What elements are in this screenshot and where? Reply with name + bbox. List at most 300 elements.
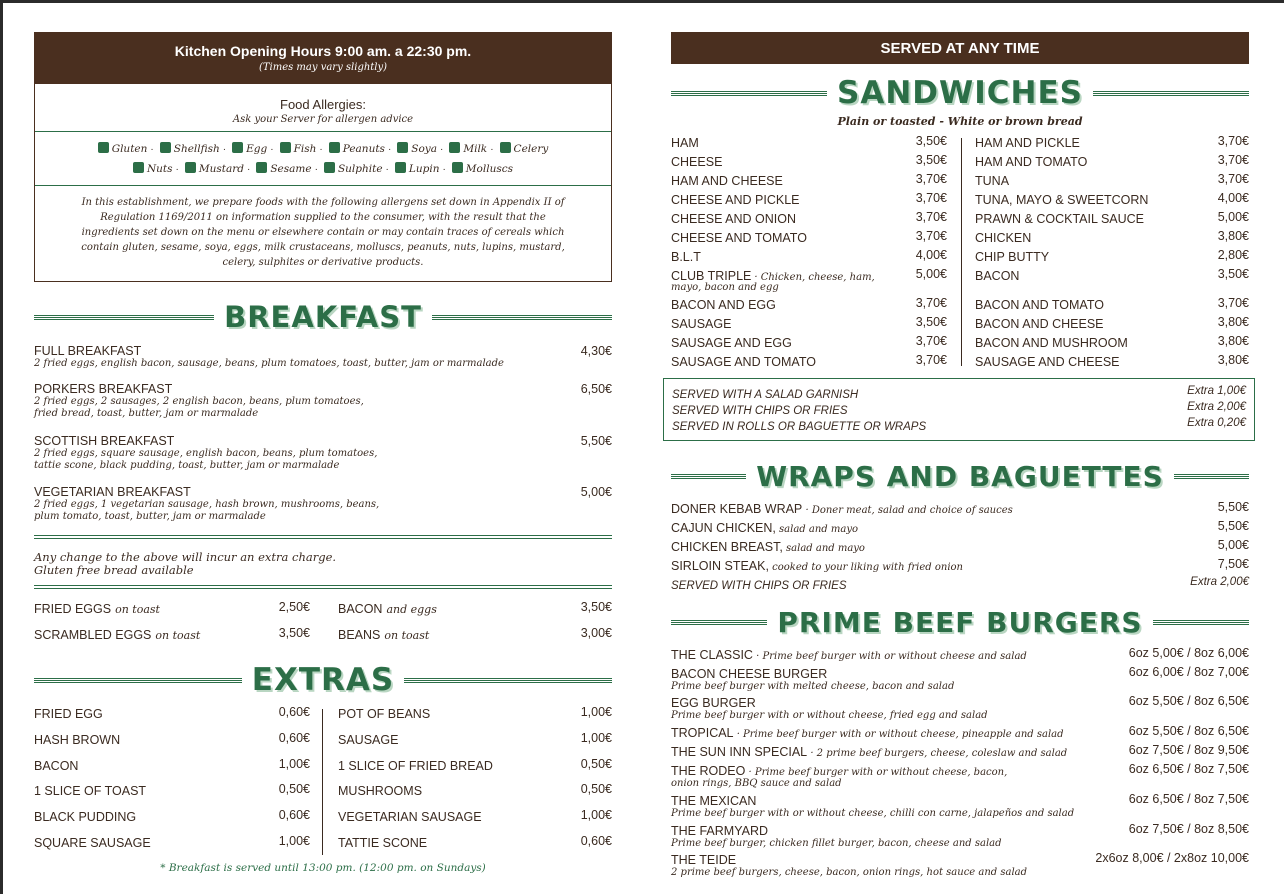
sandwich-item bbox=[671, 353, 947, 371]
extra-item-price: 1,00€ bbox=[278, 834, 310, 848]
extra-item bbox=[34, 731, 310, 749]
burger-item-price: 2x6oz 8,00€ / 2x8oz 10,00€ bbox=[1095, 851, 1249, 865]
sandwich-item-name: CHICKEN bbox=[975, 231, 1032, 245]
burger-item-name: EGG BURGER bbox=[671, 696, 756, 710]
heading-rule bbox=[404, 678, 612, 683]
change-note: Any change to the above will incur an extra charge. bbox=[34, 550, 337, 564]
sandwich-item-name: CHEESE AND PICKLE bbox=[671, 193, 800, 207]
sandwich-item-name: BACON AND EGG bbox=[671, 298, 776, 312]
allergen-label: Molluscs bbox=[465, 163, 514, 175]
burger-item bbox=[671, 724, 1249, 742]
egg-item-name: SCRAMBLED EGGS bbox=[34, 628, 152, 642]
sandwich-item-price: 3,70€ bbox=[915, 172, 947, 186]
sandwich-item bbox=[975, 210, 1249, 228]
wrap-extra-name: SERVED WITH CHIPS OR FRIES bbox=[671, 580, 847, 592]
sandwich-item-name: CLUB TRIPLE bbox=[671, 269, 752, 283]
sandwich-item bbox=[975, 248, 1249, 266]
allergen-separator: · bbox=[222, 144, 227, 155]
nut-icon bbox=[133, 162, 144, 173]
burger-item bbox=[671, 762, 1249, 789]
burger-item bbox=[671, 646, 1249, 664]
burger-item-desc-2: Prime beef burger with or without cheese, fried egg and salad bbox=[671, 710, 988, 721]
sandwich-item-price: 3,50€ bbox=[1217, 267, 1249, 281]
mollusc-icon bbox=[452, 162, 463, 173]
sandwich-item-name: B.L.T bbox=[671, 250, 701, 264]
sandwich-item-price: 5,00€ bbox=[915, 267, 947, 281]
celery-icon bbox=[500, 142, 511, 153]
sandwich-item-price: 3,70€ bbox=[915, 210, 947, 224]
sandwich-extra-price: Extra 1,00€ bbox=[1187, 385, 1246, 397]
left-border bbox=[0, 0, 3, 894]
sandwich-extra-price: Extra 2,00€ bbox=[1187, 401, 1246, 413]
allergen-label: Fish bbox=[293, 143, 317, 155]
sandwich-extra-name: SERVED WITH A SALAD GARNISH bbox=[672, 389, 859, 401]
wrap-item-desc: salad and mayo bbox=[775, 524, 858, 535]
wraps-heading bbox=[671, 458, 1249, 494]
allergen-item bbox=[324, 159, 389, 179]
wheat-icon bbox=[98, 142, 109, 153]
sandwiches-title: SANDWICHES bbox=[837, 75, 1083, 111]
sandwich-item bbox=[671, 134, 947, 152]
sandwich-item-name: CHEESE AND TOMATO bbox=[671, 231, 807, 245]
wrap-item-name: SIRLOIN STEAK, bbox=[671, 559, 769, 573]
extra-item bbox=[338, 808, 612, 826]
egg-item bbox=[34, 600, 310, 618]
sandwich-item-desc: · Chicken, cheese, ham, bbox=[754, 272, 875, 283]
sandwich-extra-row bbox=[672, 417, 1246, 433]
sandwich-item-price: 2,80€ bbox=[1217, 248, 1249, 262]
sandwich-item bbox=[671, 172, 947, 190]
sandwich-item bbox=[671, 153, 947, 171]
sandwich-item-name: BACON AND CHEESE bbox=[975, 317, 1104, 331]
breakfast-item-desc: 2 fried eggs, 1 vegetarian sausage, hash brown, mushrooms, beans, plum tomato, toast, butter, jam or marmalade bbox=[34, 499, 380, 522]
sandwich-item-price: 3,80€ bbox=[1217, 229, 1249, 243]
wrap-item bbox=[671, 519, 1249, 537]
extra-item bbox=[338, 782, 612, 800]
sandwich-item-name: SAUSAGE bbox=[671, 317, 732, 331]
burger-item bbox=[671, 743, 1249, 761]
sandwiches-grid bbox=[671, 134, 1249, 370]
sandwich-item-name: SAUSAGE AND CHEESE bbox=[975, 355, 1120, 369]
sandwich-item-name: CHEESE AND ONION bbox=[671, 212, 797, 226]
allergen-label: Nuts bbox=[146, 163, 173, 175]
burger-item-desc: · 2 prime beef burgers, cheese, coleslaw and salad bbox=[807, 748, 1068, 759]
burger-item-price: 6oz 5,50€ / 8oz 6,50€ bbox=[1128, 694, 1249, 708]
extra-item-price: 0,60€ bbox=[278, 705, 310, 719]
burger-item-desc-2: onion rings, BBQ sauce and salad bbox=[671, 778, 842, 789]
breakfast-item-name: PORKERS BREAKFAST bbox=[34, 382, 173, 396]
burger-item-desc-2: 2 prime beef burgers, cheese, bacon, onion rings, hot sauce and salad bbox=[671, 867, 1028, 878]
breakfast-item-price: 4,30€ bbox=[580, 344, 612, 358]
soya-icon bbox=[397, 142, 408, 153]
sandwich-extra-name: SERVED WITH CHIPS OR FRIES bbox=[672, 405, 848, 417]
extra-item-price: 1,00€ bbox=[580, 705, 612, 719]
allergen-separator: · bbox=[247, 164, 251, 175]
breakfast-item bbox=[34, 344, 612, 370]
allergen-label: Lupin bbox=[408, 163, 440, 175]
mustard-icon bbox=[185, 162, 196, 173]
allergen-item bbox=[452, 159, 513, 178]
sandwich-item-price: 3,80€ bbox=[1217, 353, 1249, 367]
allergen-label: Shellfish bbox=[173, 143, 220, 155]
extra-item-price: 0,60€ bbox=[278, 730, 310, 745]
extra-item-price: 0,60€ bbox=[278, 808, 310, 823]
sandwich-item-price: 3,50€ bbox=[915, 315, 947, 329]
sandwich-item-desc-2: mayo, bacon and egg bbox=[671, 282, 779, 293]
burger-item-name: THE FARMYARD bbox=[671, 824, 768, 838]
egg-item bbox=[338, 626, 612, 644]
sandwich-item bbox=[671, 229, 947, 247]
wrap-item bbox=[671, 538, 1249, 556]
sandwich-item bbox=[975, 353, 1249, 371]
burger-item-price: 6oz 5,00€ / 8oz 6,00€ bbox=[1128, 646, 1249, 660]
extra-item bbox=[338, 705, 612, 723]
allergen-separator: · bbox=[319, 144, 323, 155]
sandwich-item-name: TUNA bbox=[975, 174, 1010, 188]
breakfast-item-name: VEGETARIAN BREAKFAST bbox=[34, 485, 191, 499]
heading-rule bbox=[1153, 620, 1249, 625]
allergen-item bbox=[329, 139, 392, 159]
breakfast-item-price: 5,50€ bbox=[580, 434, 612, 448]
extra-item-price: 1,00€ bbox=[580, 808, 612, 823]
allergen-label: Gluten bbox=[111, 143, 148, 155]
extras-divider bbox=[322, 709, 323, 855]
breakfast-footnote: * Breakfast is served until 13:00 pm. (12:00 pm. on Sundays) bbox=[160, 862, 486, 874]
breakfast-item-text bbox=[34, 344, 554, 370]
sulphite-icon bbox=[324, 162, 335, 173]
extra-item-price: 1,00€ bbox=[278, 756, 310, 771]
egg-item-price: 2,50€ bbox=[278, 600, 310, 614]
peanut-icon bbox=[329, 142, 340, 153]
extra-item-price: 0,50€ bbox=[278, 782, 310, 797]
sandwich-item bbox=[975, 172, 1249, 190]
breakfast-heading bbox=[34, 300, 612, 334]
burger-item-name: THE CLASSIC bbox=[671, 648, 753, 662]
sandwich-item-name: BACON AND MUSHROOM bbox=[975, 336, 1128, 350]
sandwich-item bbox=[975, 334, 1249, 352]
heading-rule bbox=[432, 315, 612, 320]
wrap-item-desc: salad and mayo bbox=[782, 543, 865, 554]
allergen-item bbox=[280, 139, 323, 159]
breakfast-item-text bbox=[34, 434, 554, 472]
allergen-item bbox=[395, 159, 446, 179]
allergen-icons bbox=[35, 131, 611, 186]
heading-rule bbox=[34, 315, 214, 320]
allergen-label: Celery bbox=[513, 143, 549, 155]
egg-icon bbox=[232, 142, 243, 153]
burger-item-price: 6oz 7,50€ / 8oz 8,50€ bbox=[1128, 822, 1249, 836]
sandwich-item-price: 3,70€ bbox=[1217, 296, 1249, 310]
allergen-separator: · bbox=[387, 144, 392, 155]
sandwich-item-name: CHIP BUTTY bbox=[975, 250, 1050, 264]
burger-item-price: 6oz 6,50€ / 8oz 7,50€ bbox=[1128, 792, 1249, 806]
burger-item-price: 6oz 7,50€ / 8oz 9,50€ bbox=[1128, 743, 1249, 757]
extra-item-price: 1,00€ bbox=[580, 730, 612, 745]
burger-item bbox=[671, 665, 1249, 692]
sandwich-item-name: HAM AND CHEESE bbox=[671, 174, 783, 188]
sandwich-item-name: HAM AND TOMATO bbox=[975, 155, 1088, 169]
extra-item bbox=[338, 731, 612, 749]
wrap-item-price: 5,00€ bbox=[1217, 538, 1249, 552]
breakfast-item bbox=[34, 485, 612, 523]
sandwich-item bbox=[671, 191, 947, 209]
breakfast-rule bbox=[34, 535, 612, 539]
allergen-separator: · bbox=[150, 144, 154, 155]
burger-item-price: 6oz 5,50€ / 8oz 6,50€ bbox=[1128, 724, 1249, 738]
sandwiches-divider bbox=[961, 138, 962, 366]
extra-item-name: BLACK PUDDING bbox=[34, 810, 137, 825]
allergen-separator: · bbox=[442, 164, 446, 175]
allergies-box bbox=[34, 84, 612, 282]
wraps-title: WRAPS AND BAGUETTES bbox=[756, 459, 1164, 493]
allergen-label: Peanuts bbox=[342, 143, 385, 155]
sandwich-extra-row bbox=[672, 401, 1246, 417]
sandwich-item bbox=[975, 134, 1249, 152]
heading-rule bbox=[671, 91, 827, 96]
sandwich-item-price: 3,70€ bbox=[1217, 172, 1249, 186]
allergen-separator: · bbox=[490, 144, 494, 155]
sandwiches-subtitle: Plain or toasted - White or brown bread bbox=[837, 115, 1083, 128]
extra-item-name: 1 SLICE OF FRIED BREAD bbox=[338, 758, 493, 773]
egg-item-price: 3,50€ bbox=[278, 626, 310, 640]
extra-item-price: 0,50€ bbox=[580, 756, 612, 771]
extra-item-name: VEGETARIAN SAUSAGE bbox=[338, 810, 482, 825]
burger-item-desc-2: Prime beef burger with melted cheese, bacon and salad bbox=[671, 681, 955, 692]
extra-item-name: BACON bbox=[34, 758, 79, 773]
sesame-icon bbox=[256, 162, 267, 173]
extras-title: EXTRAS bbox=[251, 662, 395, 698]
burger-item bbox=[671, 822, 1249, 849]
sandwich-item-name: HAM AND PICKLE bbox=[975, 136, 1080, 150]
shellfish-icon bbox=[160, 142, 171, 153]
sandwich-item-name: CHEESE bbox=[671, 155, 723, 169]
served-any-time-banner: SERVED AT ANY TIME bbox=[671, 32, 1249, 64]
burger-item-name: THE RODEO bbox=[671, 764, 746, 778]
wrap-extra bbox=[671, 576, 1249, 594]
breakfast-item-price: 5,00€ bbox=[580, 485, 612, 499]
extra-item-name: TATTIE SCONE bbox=[338, 836, 428, 850]
breakfast-notes bbox=[34, 551, 336, 577]
sandwich-item-price: 3,50€ bbox=[915, 134, 947, 148]
egg-item-name: BACON bbox=[338, 602, 383, 616]
extra-item-name: POT OF BEANS bbox=[338, 707, 431, 721]
heading-rule bbox=[1174, 474, 1249, 479]
sandwich-item-price: 3,80€ bbox=[1217, 334, 1249, 348]
allergen-label: Sesame bbox=[270, 163, 312, 175]
burger-item-name: THE MEXICAN bbox=[671, 794, 757, 808]
sandwich-item bbox=[671, 296, 947, 314]
extras-heading bbox=[34, 662, 612, 698]
fish-icon bbox=[280, 142, 291, 153]
allergen-separator: · bbox=[314, 164, 318, 175]
allergen-separator: · bbox=[175, 164, 179, 175]
extra-item-name: FRIED EGG bbox=[34, 707, 103, 721]
allergies-subtitle: Ask your Server for allergen advice bbox=[232, 114, 414, 125]
sandwich-item-price: 3,70€ bbox=[915, 353, 947, 367]
burger-item-desc: · Prime beef burger with or without cheese and salad bbox=[752, 651, 1027, 662]
burger-item-desc-2: Prime beef burger with or without cheese, chilli con carne, jalapeños and salad bbox=[671, 808, 1075, 819]
wrap-extra-price: Extra 2,00€ bbox=[1190, 576, 1249, 588]
allergen-label: Egg bbox=[246, 143, 268, 155]
allergen-label: Soya bbox=[411, 143, 437, 155]
sandwich-extra-price: Extra 0,20€ bbox=[1187, 417, 1246, 429]
burgers-heading bbox=[671, 604, 1249, 640]
sandwich-item-name: TUNA, MAYO & SWEETCORN bbox=[975, 193, 1149, 207]
extra-item-name: 1 SLICE OF TOAST bbox=[34, 784, 147, 799]
sandwich-item-price: 3,70€ bbox=[1217, 153, 1249, 167]
breakfast-rule-2 bbox=[34, 585, 612, 589]
sandwich-extra-name: SERVED IN ROLLS OR BAGUETTE OR WRAPS bbox=[672, 421, 927, 433]
breakfast-item-name: SCOTTISH BREAKFAST bbox=[34, 434, 175, 448]
kitchen-hours-subtitle: (Times may vary slightly) bbox=[258, 62, 388, 73]
wrap-item-price: 5,50€ bbox=[1217, 500, 1249, 514]
burgers-title: PRIME BEEF BURGERS bbox=[777, 605, 1143, 639]
breakfast-item-text bbox=[34, 485, 554, 523]
burger-item-desc: · Prime beef burger with or without cheese, pineapple and salad bbox=[733, 729, 1064, 740]
allergen-item bbox=[397, 139, 443, 159]
heading-rule bbox=[671, 474, 746, 479]
extra-item bbox=[34, 705, 310, 723]
egg-item-sub: and eggs bbox=[386, 603, 437, 616]
egg-item-name: FRIED EGGS bbox=[34, 602, 112, 616]
sandwich-item-name: SAUSAGE AND EGG bbox=[671, 336, 792, 350]
allergen-item bbox=[185, 159, 250, 179]
burger-item bbox=[671, 792, 1249, 819]
extra-item bbox=[34, 782, 310, 800]
sandwich-item-price: 4,00€ bbox=[915, 248, 947, 262]
extra-item-price: 0,50€ bbox=[580, 782, 612, 797]
egg-item bbox=[34, 626, 310, 644]
sandwich-item-name: HAM bbox=[671, 136, 699, 150]
extra-item-name: SQUARE SAUSAGE bbox=[34, 836, 151, 850]
breakfast-item bbox=[34, 382, 612, 420]
allergen-item bbox=[98, 139, 154, 159]
egg-item-name: BEANS bbox=[338, 628, 381, 642]
heading-rule bbox=[1093, 91, 1249, 96]
allergen-item bbox=[160, 139, 226, 159]
sandwich-item bbox=[671, 334, 947, 352]
allergies-title: Food Allergies: bbox=[280, 97, 366, 112]
sandwich-item-price: 4,00€ bbox=[1217, 191, 1249, 205]
allergen-separator: · bbox=[440, 144, 444, 155]
sandwich-item-price: 3,80€ bbox=[1217, 315, 1249, 329]
sandwich-item-name: BACON bbox=[975, 269, 1020, 283]
burger-item-name: BACON CHEESE BURGER bbox=[671, 667, 828, 681]
wrap-item-price: 7,50€ bbox=[1217, 557, 1249, 571]
extras-grid bbox=[34, 705, 612, 853]
sandwich-item-price: 3,70€ bbox=[915, 191, 947, 205]
lupin-icon bbox=[395, 162, 406, 173]
extra-item-name: SAUSAGE bbox=[338, 732, 399, 747]
allergen-label: Sulphite bbox=[337, 163, 383, 175]
burger-item-name: THE SUN INN SPECIAL bbox=[671, 745, 808, 759]
sandwich-item-price: 3,70€ bbox=[915, 296, 947, 310]
allergen-label: Milk bbox=[463, 143, 488, 155]
sandwich-item bbox=[975, 191, 1249, 209]
allergen-separator: · bbox=[270, 144, 274, 155]
wrap-item-price: 5,50€ bbox=[1217, 519, 1249, 533]
wrap-item-name: DONER KEBAB WRAP bbox=[671, 502, 803, 516]
sandwich-item-name: PRAWN & COCKTAIL SAUCE bbox=[975, 212, 1145, 226]
sandwich-item-price: 3,70€ bbox=[1217, 134, 1249, 148]
sandwich-item bbox=[671, 210, 947, 228]
breakfast-item-name: FULL BREAKFAST bbox=[34, 344, 142, 358]
breakfast-item-price: 6,50€ bbox=[580, 382, 612, 396]
sandwich-item bbox=[975, 267, 1249, 285]
gluten-free-note: Gluten free bread available bbox=[34, 563, 194, 577]
allergen-item bbox=[256, 159, 318, 179]
extra-item-name: MUSHROOMS bbox=[338, 784, 423, 799]
burger-item-desc-2: Prime beef burger, chicken fillet burger, bacon, cheese and salad bbox=[671, 838, 1002, 849]
wrap-item-name: CHICKEN BREAST, bbox=[671, 540, 783, 554]
breakfast-title: BREAKFAST bbox=[224, 300, 422, 334]
sandwich-item bbox=[975, 296, 1249, 314]
heading-rule bbox=[34, 678, 242, 683]
burger-item bbox=[671, 694, 1249, 721]
egg-item bbox=[338, 600, 612, 618]
breakfast-item-desc: 2 fried eggs, square sausage, english bacon, beans, plum tomatoes, tattie scone, black pudding, toast, butter, jam or marmalade bbox=[34, 448, 378, 471]
breakfast-item-desc: 2 fried eggs, 2 sausages, 2 english bacon, beans, plum tomatoes, fried bread, toast, butter, jam or marmalade bbox=[34, 396, 364, 419]
burger-item-desc: · Prime beef burger with or without cheese, bacon, bbox=[745, 767, 1008, 778]
allergen-item bbox=[133, 159, 179, 179]
sandwich-item bbox=[975, 229, 1249, 247]
wrap-item-name: CAJUN CHICKEN, bbox=[671, 521, 776, 535]
burger-item bbox=[671, 851, 1249, 878]
sandwiches-heading bbox=[671, 74, 1249, 112]
burger-item-name: THE TEIDE bbox=[671, 853, 737, 867]
sandwich-item-price: 5,00€ bbox=[1217, 210, 1249, 224]
top-border bbox=[0, 0, 1284, 3]
extra-item-name: HASH BROWN bbox=[34, 732, 121, 747]
egg-item-sub: on toast bbox=[115, 603, 160, 616]
burger-item-price: 6oz 6,50€ / 8oz 7,50€ bbox=[1128, 762, 1249, 776]
allergen-notice: In this establishment, we prepare foods with the following allergens set down in Appendix II of Regulation 1169/2011 on information supplied to the consumer, with the result that the ingredients set down on the menu or elsewhere contain or may contain traces of cereals which contain gluten, sesame, soya, eggs, milk crustaceans, molluscs, peanuts, nuts, lupins, mustard, celery, sulphites or derivative products. bbox=[81, 197, 565, 268]
allergen-item bbox=[500, 139, 549, 158]
wrap-item bbox=[671, 500, 1249, 518]
wrap-item bbox=[671, 557, 1249, 575]
burger-item-name: TROPICAL bbox=[671, 726, 734, 740]
sandwich-extras-box bbox=[663, 378, 1255, 441]
kitchen-hours-banner bbox=[34, 32, 612, 84]
milk-icon bbox=[449, 142, 460, 153]
allergen-label: Mustard bbox=[198, 163, 245, 175]
sandwich-item-name: BACON AND TOMATO bbox=[975, 298, 1104, 312]
egg-item-sub: on toast bbox=[384, 629, 430, 642]
egg-item-price: 3,00€ bbox=[580, 626, 612, 640]
burger-item-price: 6oz 6,00€ / 8oz 7,00€ bbox=[1128, 665, 1249, 679]
egg-item-price: 3,50€ bbox=[580, 600, 612, 614]
extra-item-price: 0,60€ bbox=[580, 834, 612, 848]
sandwich-item-price: 3,70€ bbox=[915, 334, 947, 348]
heading-rule bbox=[671, 620, 767, 625]
breakfast-item-desc: 2 fried eggs, english bacon, sausage, beans, plum tomatoes, toast, butter, jam or marmalade bbox=[34, 358, 504, 369]
extra-item bbox=[34, 757, 310, 775]
breakfast-item bbox=[34, 434, 612, 472]
wrap-item-desc: cooked to your liking with fried onion bbox=[768, 562, 963, 573]
allergen-separator: · bbox=[385, 164, 389, 175]
egg-item-sub: on toast bbox=[155, 629, 201, 642]
sandwich-item-price: 3,50€ bbox=[915, 153, 947, 167]
extra-item bbox=[34, 808, 310, 826]
sandwich-item bbox=[671, 267, 947, 293]
sandwich-extra-row bbox=[672, 385, 1246, 401]
extra-item bbox=[34, 834, 310, 852]
wrap-item-desc: · Doner meat, salad and choice of sauces bbox=[802, 505, 1013, 516]
sandwich-item bbox=[671, 315, 947, 333]
sandwich-item bbox=[975, 153, 1249, 171]
sandwich-item-name: SAUSAGE AND TOMATO bbox=[671, 355, 816, 369]
sandwich-item bbox=[671, 248, 947, 266]
